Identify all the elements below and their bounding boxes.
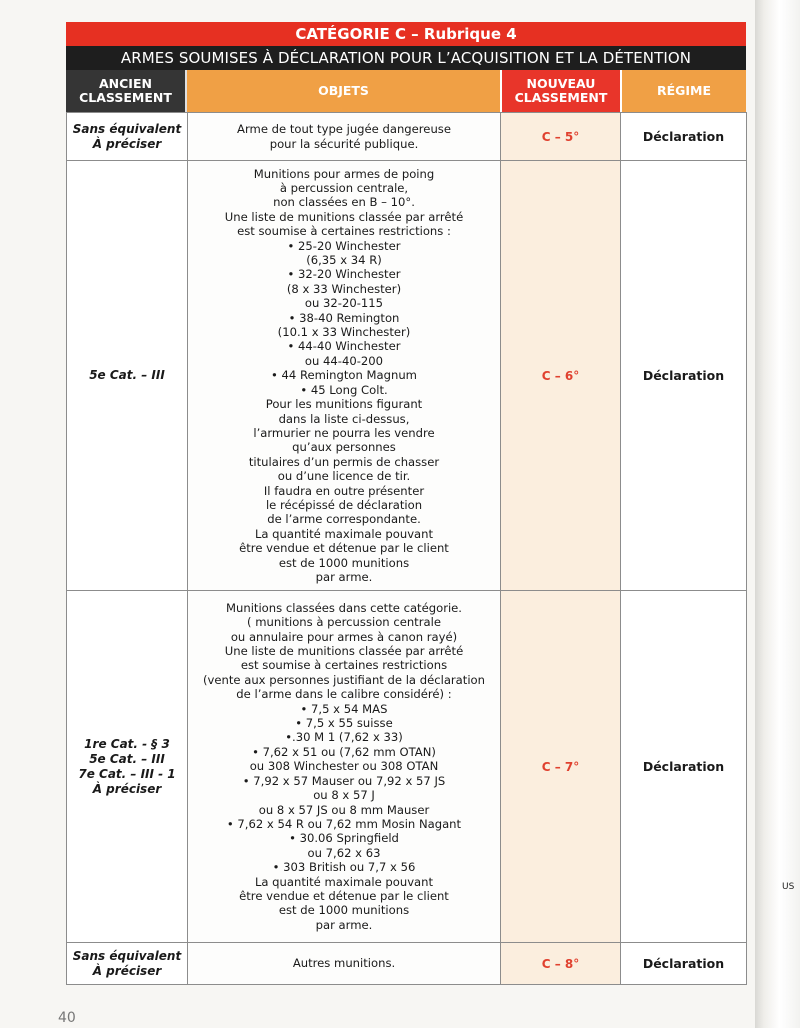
old-line: Sans équivalent xyxy=(72,948,182,963)
objects-line: est soumise à certaines restrictions : xyxy=(237,224,451,239)
objects-line: • 38-40 Remington xyxy=(288,310,400,325)
cell-regime: Déclaration xyxy=(621,161,747,591)
objects-line: ou 8 x 57 JS ou 8 mm Mauser xyxy=(258,802,430,817)
cell-regime: Déclaration xyxy=(621,113,747,161)
objects-line: (10.1 x 33 Winchester) xyxy=(277,325,411,340)
objects-line: • 7,5 x 55 suisse xyxy=(295,716,393,731)
objects-line: dans la liste ci-dessus, xyxy=(278,411,410,426)
objects-line: qu’aux personnes xyxy=(292,440,396,455)
objects-line: de l’arme dans le calibre considéré) : xyxy=(236,687,452,702)
objects-line: l’armurier ne pourra les vendre xyxy=(253,425,435,440)
objects-line: par arme. xyxy=(315,917,373,932)
objects-line: ou 308 Winchester ou 308 OTAN xyxy=(249,759,439,774)
objects-line: ou d’une licence de tir. xyxy=(277,469,411,484)
cell-old-classification xyxy=(67,113,188,161)
objects-line: de l’arme correspondante. xyxy=(267,512,421,527)
objects-line: •.30 M 1 (7,62 x 33) xyxy=(285,730,403,745)
header-objects: OBJETS xyxy=(187,70,500,112)
table-row xyxy=(67,943,747,985)
objects-line: non classées en B – 10°. xyxy=(273,195,415,210)
classification-table xyxy=(66,112,747,985)
objects-line: • 45 Long Colt. xyxy=(300,382,388,397)
objects-line: Une liste de munitions classée par arrêté xyxy=(224,209,464,224)
cell-old-classification xyxy=(67,591,188,943)
objects-line: est de 1000 munitions xyxy=(278,903,410,918)
objects-line: être vendue et détenue par le client xyxy=(239,541,449,556)
objects-line: Munitions classées dans cette catégorie. xyxy=(226,600,462,615)
cell-new-classification: C – 5° xyxy=(501,113,621,161)
objects-line: est de 1000 munitions xyxy=(278,555,410,570)
old-line: Sans équivalent xyxy=(72,121,182,136)
header-old-classification: ANCIEN CLASSEMENT xyxy=(66,70,187,112)
objects-line: • 44-40 Winchester xyxy=(287,339,401,354)
cell-new-classification: C – 7° xyxy=(501,591,621,943)
old-line: À préciser xyxy=(92,963,162,978)
objects-line: La quantité maximale pouvant xyxy=(254,874,434,889)
cell-old-classification xyxy=(67,943,188,985)
adjacent-page-text: US xyxy=(782,882,795,892)
objects-line: ( munitions à percussion centrale xyxy=(247,615,441,630)
table-row xyxy=(67,591,747,943)
old-line: À préciser xyxy=(92,136,162,151)
objects-line: (vente aux personnes justifiant de la déclaration xyxy=(203,672,485,687)
objects-line: Arme de tout type jugée dangereuse xyxy=(237,122,451,137)
old-line: 5e Cat. – III xyxy=(89,368,165,382)
objects-line: titulaires d’un permis de chasser xyxy=(248,454,440,469)
objects-line: • 7,62 x 54 R ou 7,62 mm Mosin Nagant xyxy=(226,816,462,831)
objects-line: le récépissé de déclaration xyxy=(265,497,423,512)
cell-new-classification: C – 8° xyxy=(501,943,621,985)
objects-line: (6,35 x 34 R) xyxy=(306,253,382,268)
category-title: CATÉGORIE C – Rubrique 4 xyxy=(66,22,746,46)
objects-line: pour la sécurité publique. xyxy=(269,136,419,151)
header-regime: RÉGIME xyxy=(620,70,746,112)
objects-line: Pour les munitions figurant xyxy=(265,397,423,412)
category-subtitle: ARMES SOUMISES À DÉCLARATION POUR L’ACQUISITION ET LA DÉTENTION xyxy=(66,46,746,70)
cell-old-classification xyxy=(67,161,188,591)
table-row xyxy=(67,161,747,591)
page-number: 40 xyxy=(58,1010,76,1026)
header-new-classification: NOUVEAU CLASSEMENT xyxy=(500,70,620,112)
category-table-document xyxy=(66,22,746,985)
cell-new-classification: C – 6° xyxy=(501,161,621,591)
objects-line: • 44 Remington Magnum xyxy=(271,368,417,383)
objects-line: • 303 British ou 7,7 x 56 xyxy=(272,860,416,875)
adjacent-page-edge xyxy=(755,0,800,1028)
objects-line: • 7,5 x 54 MAS xyxy=(300,701,388,716)
objects-line: ou 44-40-200 xyxy=(304,353,384,368)
objects-line: • 7,62 x 51 ou (7,62 mm OTAN) xyxy=(252,744,436,759)
objects-line: (8 x 33 Winchester) xyxy=(286,281,402,296)
old-line: 5e Cat. – III xyxy=(89,751,165,766)
objects-line: par arme. xyxy=(315,569,373,584)
cell-regime: Déclaration xyxy=(621,591,747,943)
objects-line: La quantité maximale pouvant xyxy=(254,526,434,541)
objects-line: • 25-20 Winchester xyxy=(287,238,401,253)
table-header xyxy=(66,70,746,112)
objects-line: être vendue et détenue par le client xyxy=(239,888,449,903)
cell-objects xyxy=(188,113,501,161)
old-line: 7e Cat. – III - 1 xyxy=(78,766,176,781)
cell-objects xyxy=(188,161,501,591)
objects-line: Une liste de munitions classée par arrêté xyxy=(224,644,464,659)
old-line: 1re Cat. - § 3 xyxy=(84,736,170,751)
objects-line: • 32-20 Winchester xyxy=(287,267,401,282)
old-line: À préciser xyxy=(92,781,162,796)
objects-line: • 30.06 Springfield xyxy=(289,831,399,846)
cell-objects xyxy=(188,943,501,985)
objects-line: ou annulaire pour armes à canon rayé) xyxy=(230,629,458,644)
objects-line: • 7,92 x 57 Mauser ou 7,92 x 57 JS xyxy=(242,773,446,788)
objects-line: Autres munitions. xyxy=(292,956,396,971)
objects-line: ou 7,62 x 63 xyxy=(307,845,381,860)
objects-line: à percussion centrale, xyxy=(279,181,409,196)
objects-line: Il faudra en outre présenter xyxy=(263,483,425,498)
cell-objects xyxy=(188,591,501,943)
objects-line: ou 32-20-115 xyxy=(304,296,384,311)
objects-line: Munitions pour armes de poing xyxy=(253,166,435,181)
cell-regime: Déclaration xyxy=(621,943,747,985)
objects-line: ou 8 x 57 J xyxy=(313,788,375,803)
objects-line: est soumise à certaines restrictions xyxy=(240,658,448,673)
table-row xyxy=(67,113,747,161)
